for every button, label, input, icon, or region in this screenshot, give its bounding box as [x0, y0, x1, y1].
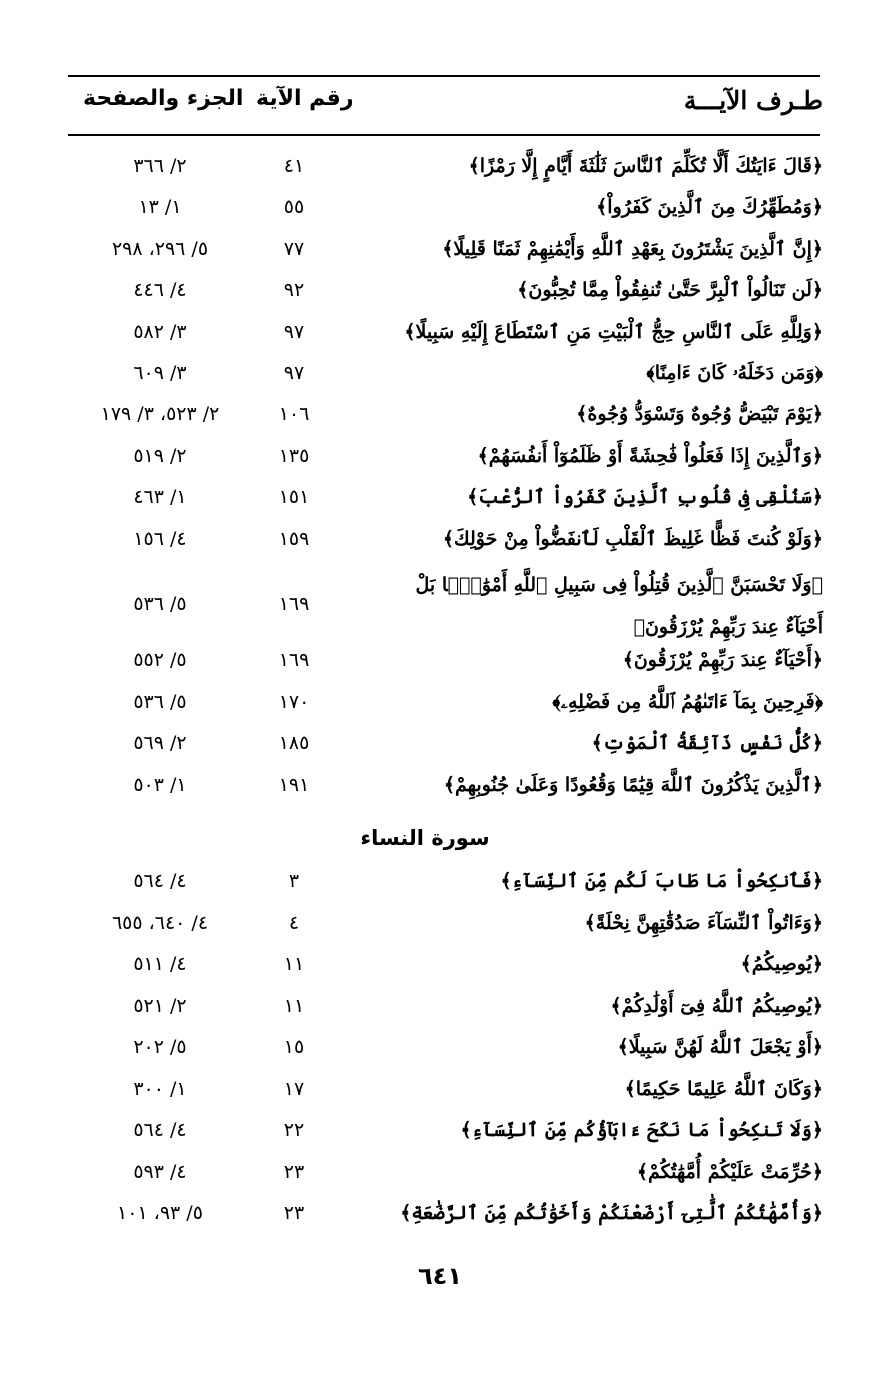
volume-page-ref: ١/ ٥٠٣	[133, 774, 187, 796]
ayah-number: ١٦٩	[278, 593, 310, 615]
ayah-excerpt: ﴿سَنُلْقِى فِى قُلُوبِ ٱلَّذِينَ كَفَرُواْ ٱلرُّعْبَ﴾	[467, 486, 823, 508]
volume-page-ref: ٥/ ٥٣٦	[133, 691, 187, 713]
ayah-excerpt: ﴿وَلَوْ كُنتَ فَظًّا غَلِيظَ ٱلْقَلْبِ لَٱنفَضُّواْ مِنْ حَوْلِكَ﴾	[442, 528, 823, 550]
index-row	[0, 945, 885, 985]
index-row	[0, 147, 885, 187]
ayah-excerpt: ﴿حُرِّمَتْ عَلَيْكُمْ أُمَّهَٰتُكُمْ﴾	[636, 1161, 823, 1183]
ayah-number: ١٠٦	[278, 403, 310, 425]
ayah-number: ٩٢	[283, 279, 305, 301]
ayah-number: ١٧	[283, 1078, 305, 1100]
header-page-label: الجزء والصفحة	[83, 86, 244, 111]
ayah-number: ٩٧	[283, 362, 305, 384]
ayah-excerpt: ﴿فَرِحِينَ بِمَآ ءَاتَىٰهُمُ ٱللَّهُ مِن فَضْلِهِۦ﴾	[552, 691, 823, 713]
index-row	[0, 724, 885, 764]
ayah-number: ١١	[283, 953, 305, 975]
top-rule	[68, 75, 820, 77]
ayah-excerpt: ﴿وَلَا تَنكِحُواْ مَا نَكَحَ ءَابَآؤُكُم مِّنَ ٱلنِّسَآءِ﴾	[460, 1119, 823, 1141]
ayah-excerpt: ﴿إِنَّ ٱلَّذِينَ يَشْتَرُونَ بِعَهْدِ ٱللَّهِ وَأَيْمَٰنِهِمْ ثَمَنًا قَلِيلًا﴾	[442, 238, 823, 260]
index-row	[0, 862, 885, 902]
index-row	[0, 271, 885, 311]
volume-page-ref: ٣/ ٦٠٩	[133, 362, 187, 384]
index-row	[0, 520, 885, 560]
volume-page-ref: ٢/ ٥٦٩	[133, 732, 187, 754]
index-row	[0, 188, 885, 228]
ayah-excerpt: ﴿وَلَا تَحْسَبَنَّ ٱلَّذِينَ قُتِلُواْ فِى سَبِيلِ ٱللَّهِ أَمْوَٰتًۢا بَلْ أَحْيَآءٌ عِندَ رَبِّهِمْ يُرْزَقُونَ﴾	[415, 574, 823, 638]
ayah-number: ٤١	[283, 155, 305, 177]
volume-page-ref: ١/ ٣٠٠	[133, 1078, 187, 1100]
index-row	[0, 354, 885, 394]
volume-page-ref: ٤/ ٥٦٤	[133, 1119, 187, 1141]
index-row	[0, 904, 885, 944]
volume-page-ref: ٥/ ٢٠٢	[133, 1036, 187, 1058]
ayah-excerpt: ﴿أَحْيَآءٌ عِندَ رَبِّهِمْ يُرْزَقُونَ﴾	[622, 649, 823, 671]
volume-page-ref: ٢/ ٥٢٣، ٣/ ١٧٩	[100, 403, 220, 425]
ayah-number: ١٨٥	[278, 732, 310, 754]
ayah-excerpt: ﴿قَالَ ءَايَتُكَ أَلَّا تُكَلِّمَ ٱلنَّاسَ ثَلَٰثَةَ أَيَّامٍ إِلَّا رَمْزًا﴾	[468, 155, 823, 177]
index-row	[0, 478, 885, 518]
index-row	[0, 683, 885, 723]
index-row	[0, 641, 885, 681]
ayah-number: ٩٧	[283, 321, 305, 343]
volume-page-ref: ٤/ ١٥٦	[133, 528, 187, 550]
index-row	[0, 1070, 885, 1110]
volume-page-ref: ٣/ ٥٨٢	[133, 321, 187, 343]
ayah-number: ١٥٩	[278, 528, 310, 550]
ayah-excerpt: ﴿يُوصِيكُمُ﴾	[740, 953, 823, 975]
ayah-excerpt: ﴿وَأُمَّهَٰتُكُمُ ٱلَّٰتِىٓ أَرْضَعْنَكُمْ وَأَخَوَٰتُكُم مِّنَ ٱلرَّضَٰعَةِ﴾	[400, 1202, 823, 1224]
index-row	[0, 230, 885, 270]
volume-page-ref: ١/ ٤٦٣	[133, 486, 187, 508]
ayah-excerpt: ﴿أَوْ يَجْعَلَ ٱللَّهُ لَهُنَّ سَبِيلًا﴾	[617, 1036, 823, 1058]
ayah-excerpt: ﴿وَمَن دَخَلَهُۥ كَانَ ءَامِنًا﴾	[646, 362, 823, 384]
ayah-excerpt: ﴿وَٱلَّذِينَ إِذَا فَعَلُواْ فَٰحِشَةً أَوْ ظَلَمُوٓاْ أَنفُسَهُمْ﴾	[477, 445, 823, 467]
volume-page-ref: ٤/ ٥٩٣	[133, 1161, 187, 1183]
ayah-excerpt: ﴿وَءَاتُواْ ٱلنِّسَآءَ صَدُقَٰتِهِنَّ نِحْلَةً﴾	[584, 912, 823, 934]
ayah-excerpt: ﴿يُوصِيكُمُ ٱللَّهُ فِىٓ أَوْلَٰدِكُمْ﴾	[610, 995, 823, 1017]
ayah-number: ٤	[288, 912, 300, 934]
surah-heading: سورة النساء	[360, 826, 490, 850]
ayah-number: ٥٥	[283, 196, 305, 218]
volume-page-ref: ٤/ ٤٤٦	[133, 279, 187, 301]
index-row	[0, 395, 885, 435]
volume-page-ref: ١/ ١٣	[138, 196, 182, 218]
ayah-number: ١٩١	[278, 774, 310, 796]
volume-page-ref: ٢/ ٥٢١	[133, 995, 187, 1017]
index-row	[0, 564, 885, 638]
volume-page-ref: ٤/ ٥٦٤	[133, 870, 187, 892]
ayah-excerpt: ﴿ٱلَّذِينَ يَذْكُرُونَ ٱللَّهَ قِيَٰمًا وَقُعُودًا وَعَلَىٰ جُنُوبِهِمْ﴾	[443, 774, 823, 796]
volume-page-ref: ٢/ ٥١٩	[133, 445, 187, 467]
header-number-label: رقم الآية	[256, 86, 354, 111]
page-number: ٦٤١	[418, 1262, 462, 1290]
index-row	[0, 1153, 885, 1193]
ayah-number: ١٦٩	[278, 649, 310, 671]
ayah-number: ٢٢	[283, 1119, 305, 1141]
volume-page-ref: ٥/ ٢٩٦، ٢٩٨	[111, 238, 209, 260]
header-rule	[68, 134, 820, 136]
ayah-number: ١١	[283, 995, 305, 1017]
volume-page-ref: ٢/ ٣٦٦	[133, 155, 187, 177]
index-row	[0, 1194, 885, 1234]
index-row	[0, 766, 885, 806]
volume-page-ref: ٤/ ٥١١	[133, 953, 187, 975]
ayah-excerpt: ﴿وَمُطَهِّرُكَ مِنَ ٱلَّذِينَ كَفَرُواْ﴾	[596, 196, 823, 218]
ayah-number: ١٣٥	[278, 445, 310, 467]
volume-page-ref: ٤/ ٦٤٠، ٦٥٥	[111, 912, 209, 934]
index-row	[0, 437, 885, 477]
ayah-excerpt: ﴿يَوْمَ تَبْيَضُّ وُجُوهٌ وَتَسْوَدُّ وُجُوهٌ﴾	[576, 403, 823, 425]
ayah-number: ١٥	[283, 1036, 305, 1058]
ayah-number: ٢٣	[283, 1161, 305, 1183]
ayah-number: ٧٧	[283, 238, 305, 260]
index-row	[0, 313, 885, 353]
index-row	[0, 987, 885, 1027]
ayah-excerpt: ﴿كُلُّ نَفْسٍ ذَآئِقَةُ ٱلْمَوْتِ﴾	[591, 732, 823, 754]
ayah-excerpt: ﴿لَن تَنَالُواْ ٱلْبِرَّ حَتَّىٰ تُنفِقُواْ مِمَّا تُحِبُّونَ﴾	[517, 279, 823, 301]
ayah-excerpt: ﴿وَكَانَ ٱللَّهُ عَلِيمًا حَكِيمًا﴾	[624, 1078, 823, 1100]
ayah-excerpt: ﴿وَلِلَّهِ عَلَى ٱلنَّاسِ حِجُّ ٱلْبَيْتِ مَنِ ٱسْتَطَاعَ إِلَيْهِ سَبِيلًا﴾	[404, 321, 823, 343]
volume-page-ref: ٥/ ٥٣٦	[133, 593, 187, 615]
volume-page-ref: ٥/ ٩٣، ١٠١	[117, 1202, 203, 1224]
header-ayah-label: طـرف الآيـــة	[683, 86, 823, 115]
index-row	[0, 1028, 885, 1068]
ayah-number: ٣	[288, 870, 300, 892]
index-row	[0, 1111, 885, 1151]
ayah-number: ١٧٠	[278, 691, 310, 713]
ayah-number: ١٥١	[278, 486, 310, 508]
ayah-number: ٢٣	[283, 1202, 305, 1224]
volume-page-ref: ٥/ ٥٥٢	[133, 649, 187, 671]
ayah-excerpt: ﴿فَٱنكِحُواْ مَا طَابَ لَكُم مِّنَ ٱلنِّسَآءِ﴾	[500, 870, 823, 892]
